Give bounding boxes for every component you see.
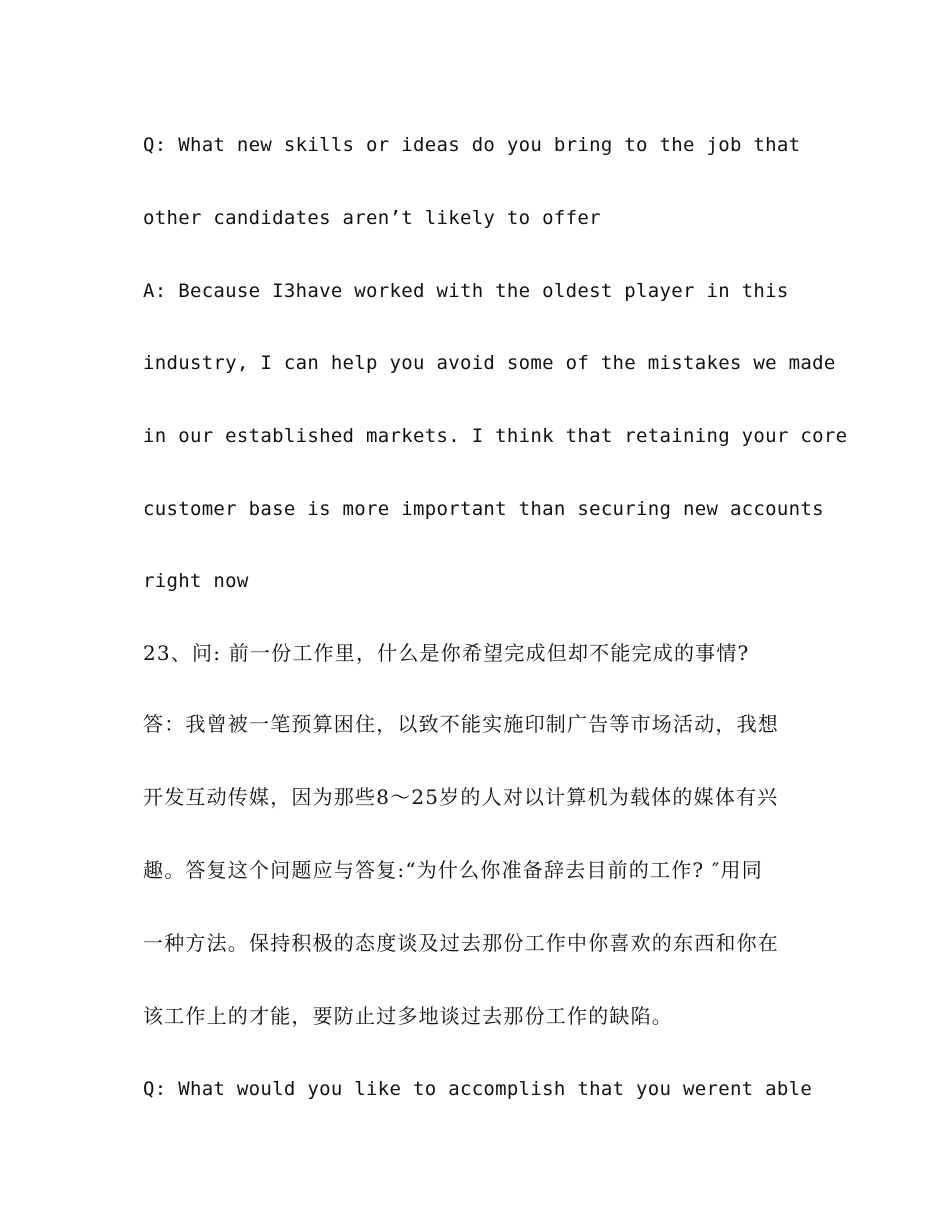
chinese-answer-line-4: 一种方法。保持积极的态度谈及过去那份工作中你喜欢的东西和你在 (143, 931, 779, 955)
answer-line-5: right now (143, 570, 249, 592)
answer-line-2: industry, I can help you avoid some of the mistakes we made (143, 352, 836, 374)
answer-line-1: A: Because I3have worked with the oldest player in this (143, 280, 789, 302)
answer-line-4: customer base is more important than securing new accounts (143, 498, 824, 520)
answer-line-3: in our established markets. I think that retaining your core (143, 425, 848, 447)
chinese-answer-line-1: 答：我曾被一笔预算困住，以致不能实施印制广告等市场活动，我想 (143, 712, 779, 736)
next-question-line: Q: What would you like to accomplish that you werent able (143, 1078, 813, 1100)
chinese-answer-line-5: 该工作上的才能，要防止过多地谈过去那份工作的缺陷。 (143, 1004, 673, 1028)
chinese-answer-line-3: 趣。答复这个问题应与答复:“为什么你准备辞去目前的工作? ″用同 (143, 858, 763, 882)
question-line-2: other candidates aren’t likely to offer (143, 207, 601, 229)
chinese-answer-line-2: 开发互动传媒，因为那些8～25岁的人对以计算机为载体的媒体有兴 (143, 785, 779, 809)
question-line-1: Q: What new skills or ideas do you bring to the job that (143, 134, 801, 156)
chinese-question-line: 23、问: 前一份工作里，什么是你希望完成但却不能完成的事情? (143, 641, 750, 665)
